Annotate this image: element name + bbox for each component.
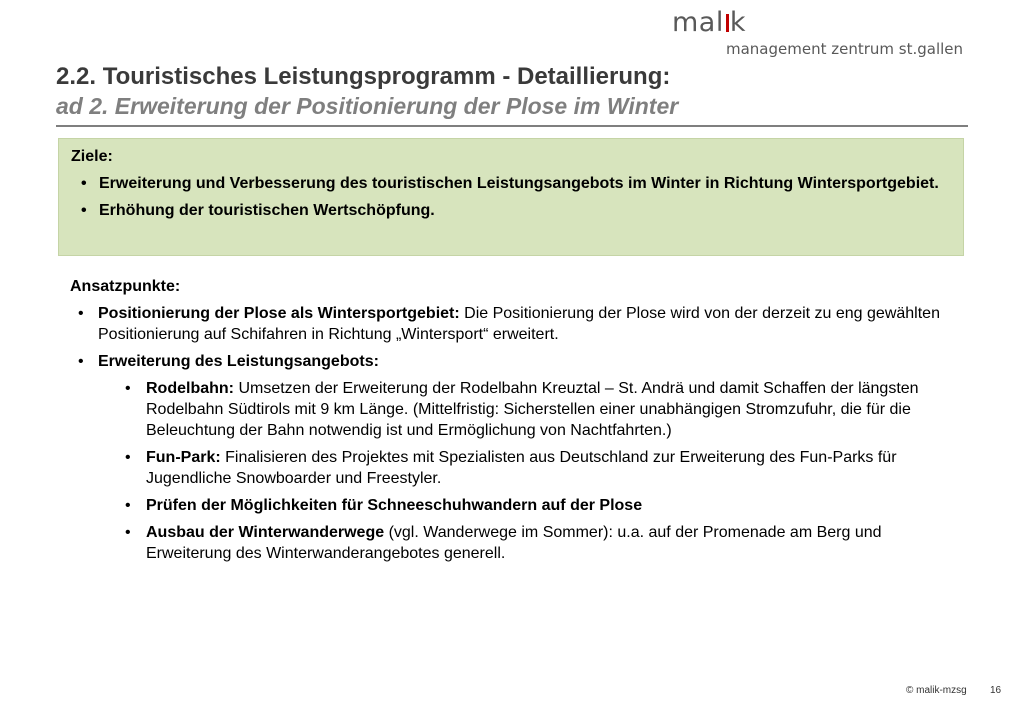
subitem-rodelbahn: • Rodelbahn: Umsetzen der Erweiterung der Rodelbahn Kreuztal – St. Andrä und damit Schaffen der längsten Rodelbahn Südtirols mit 9 km Länge. (Mittelfristig: Sicherstellen einer unabhängigen Stromzufuhr, die für die Beleuchtung der Bahn notwendig ist und Ermöglichung von Nachtfahrten.) [125,380,919,439]
goals-heading: Ziele: [71,148,113,165]
approach-item-offer-extension: • Erweiterung des Leistungsangebots: [78,353,379,370]
goal-item: • Erhöhung der touristischen Wertschöpfung. [81,202,435,219]
bullet-icon: • [81,202,87,219]
malik-logo [672,6,972,58]
slide-title: 2.2. Touristisches Leistungsprogramm - Detaillierung: [56,63,671,90]
bullet-icon: • [81,175,87,192]
logo-accent-bar [726,14,729,32]
subitem-schneeschuh: • Prüfen der Möglichkeiten für Schneeschuhwandern auf der Plose [125,497,643,514]
bullet-icon: • [78,353,84,370]
subitem-winterwanderwege: • Ausbau der Winterwanderwege (vgl. Wanderwege im Sommer): u.a. auf der Promenade am Berg und Erweiterung des Winterwanderangebotes generell. [125,524,882,562]
goals-box [58,138,964,256]
bullet-icon: • [125,449,131,466]
approach-item-positioning: • Positionierung der Plose als Wintersportgebiet: Die Positionierung der Plose wird von der derzeit zu eng gewählten Positionierung auf Schifahren in Richtung „Wintersport“ erweitert. [78,305,940,343]
goal-item: • Erweiterung und Verbesserung des touristischen Leistungsangebots im Winter in Richtung Wintersportgebiet. [81,175,939,192]
title-divider [56,125,968,127]
logo-subtitle: management zentrum st.gallen [726,40,964,58]
subitem-fun-park: • Fun-Park: Finalisieren des Projektes mit Spezialisten aus Deutschland zur Erweiterung des Fun-Parks für Jugendliche Snowboarder und Freestyler. [125,449,897,487]
bullet-icon: • [125,524,131,541]
approach-heading: Ansatzpunkte: [70,278,181,295]
bullet-icon: • [78,305,84,322]
slide-subtitle: ad 2. Erweiterung der Positionierung der Plose im Winter [56,93,679,119]
bullet-icon: • [125,380,131,397]
logo-wordmark: mal k [672,7,746,38]
bullet-icon: • [125,497,131,514]
page-number: 16 [990,685,1002,696]
footer-copyright: © malik-mzsg [906,685,967,696]
approach-section [70,276,960,570]
